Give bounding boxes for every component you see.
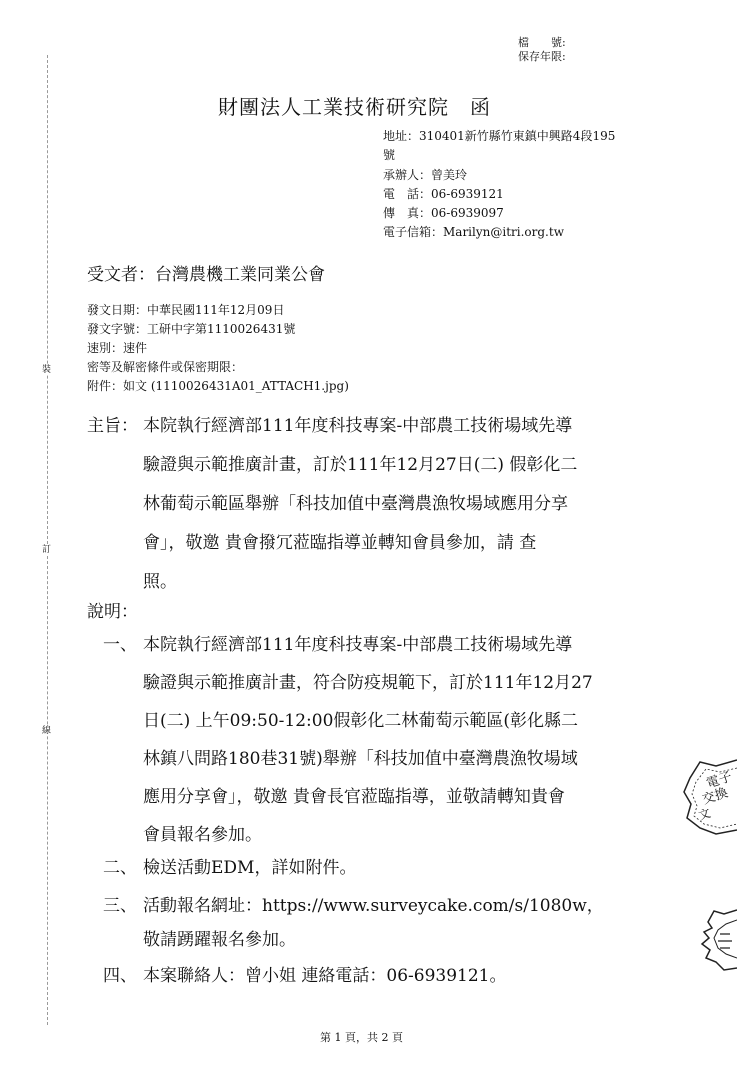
sender-email: 電子信箱：Marilyn@itri.org.tw bbox=[383, 225, 564, 239]
item-marker: 一、 bbox=[103, 635, 137, 655]
item-1-line: 驗證與示範推廣計畫，符合防疫規範下，訂於111年12月27 bbox=[143, 673, 593, 693]
subject-line: 本院執行經濟部111年度科技專案-中部農工技術場域先導 bbox=[143, 416, 573, 436]
sender-address-line-1: 地址：310401新竹縣竹東鎮中興路4段195 bbox=[383, 129, 616, 143]
item-1-line: 應用分享會」，敬邀 貴會長官蒞臨指導，並敬請轉知貴會 bbox=[143, 787, 565, 807]
page-indicator: 第 1 頁，共 2 頁 bbox=[320, 1031, 403, 1044]
item-marker: 四、 bbox=[103, 966, 137, 986]
sender-fax: 傳 真：06-6939097 bbox=[383, 206, 504, 220]
delivery-speed: 速別：速件 bbox=[87, 341, 148, 355]
sender-phone: 電 話：06-6939121 bbox=[383, 187, 504, 201]
subject-line: 驗證與示範推廣計畫，訂於111年12月27日(二) 假彰化二 bbox=[143, 455, 578, 475]
archive-retention: 保存年限: bbox=[518, 50, 566, 63]
svg-text:文: 文 bbox=[696, 805, 713, 823]
sender-address-line-2: 號 bbox=[383, 148, 396, 162]
svg-text:交換: 交換 bbox=[700, 785, 730, 808]
item-4-line: 本案聯絡人：曾小姐 連絡電話：06-6939121。 bbox=[143, 966, 507, 986]
item-marker: 二、 bbox=[103, 858, 137, 878]
explanation-label: 說明： bbox=[87, 602, 138, 622]
subject-line: 照。 bbox=[143, 572, 177, 592]
recipient: 受文者：台灣農機工業同業公會 bbox=[87, 265, 325, 285]
subject-line: 會」，敬邀 貴會撥冗蒞臨指導並轉知會員參加，請 查 bbox=[143, 533, 537, 553]
archive-file-number: 檔 號: bbox=[518, 36, 566, 49]
item-1-line: 本院執行經濟部111年度科技專案-中部農工技術場域先導 bbox=[143, 635, 573, 655]
document-number: 發文字號：工研中字第1110026431號 bbox=[87, 322, 296, 336]
item-marker: 三、 bbox=[103, 896, 137, 916]
svg-text:電子: 電子 bbox=[704, 769, 734, 792]
subject-label: 主旨： bbox=[87, 416, 138, 436]
partial-seal-icon bbox=[700, 908, 737, 972]
item-3-line: 敬請踴躍報名參加。 bbox=[143, 930, 296, 950]
binding-mark-ding: 訂 bbox=[42, 545, 52, 555]
item-3-line: 活動報名網址：https://www.surveycake.com/s/1080w， bbox=[143, 896, 604, 916]
document-title: 財團法人工業技術研究院 函 bbox=[218, 95, 491, 119]
item-1-line: 日(二) 上午09:50-12:00假彰化二林葡萄示範區(彰化縣二 bbox=[143, 711, 579, 731]
attachment-info: 附件：如文 (1110026431A01_ATTACH1.jpg) bbox=[87, 379, 349, 393]
binding-dashed-line bbox=[47, 55, 48, 1025]
issue-date: 發文日期：中華民國111年12月09日 bbox=[87, 303, 285, 317]
item-2-line: 檢送活動EDM，詳如附件。 bbox=[143, 858, 357, 878]
security-level: 密等及解密條件或保密期限： bbox=[87, 360, 244, 374]
e-exchange-seal-icon bbox=[682, 758, 737, 838]
subject-line: 林葡萄示範區舉辦「科技加值中臺灣農漁牧場域應用分享 bbox=[143, 494, 568, 514]
item-1-line: 會員報名參加。 bbox=[143, 825, 262, 845]
item-1-line: 林鎮八問路180巷31號)舉辦「科技加值中臺灣農漁牧場域 bbox=[143, 749, 578, 769]
sender-handler: 承辦人：曾美玲 bbox=[383, 168, 468, 182]
binding-mark-zhuang: 裝 bbox=[42, 365, 52, 375]
binding-mark-xian: 線 bbox=[42, 726, 52, 736]
